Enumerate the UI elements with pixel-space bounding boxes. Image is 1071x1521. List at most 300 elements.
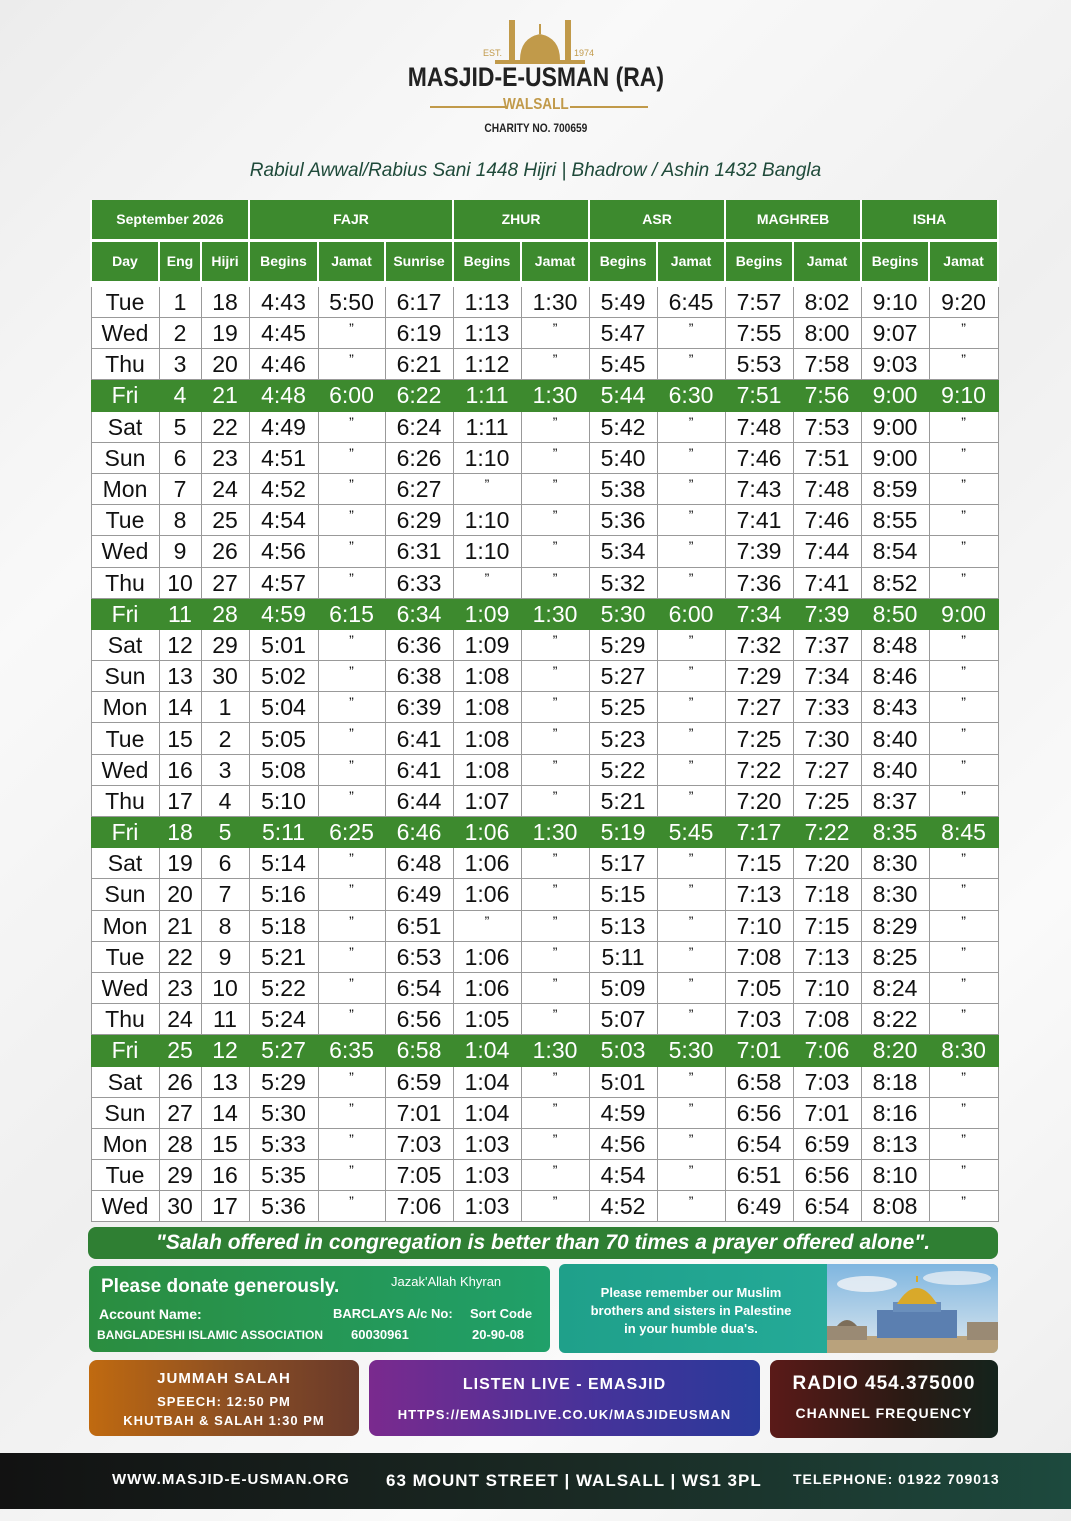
cell-fajr-j: ” <box>318 629 385 660</box>
cell-asr: 5:27 <box>589 661 657 692</box>
cell-mag-j: 7:03 <box>793 1066 861 1097</box>
palestine-line: in your humble dua's. <box>624 1321 758 1336</box>
cell-mag: 6:54 <box>725 1128 793 1159</box>
cell-zhur-j: ” <box>521 661 589 692</box>
cell-eng: 7 <box>159 473 201 504</box>
cell-asr-j: ” <box>657 1160 725 1191</box>
cell-eng: 27 <box>159 1097 201 1128</box>
cell-fajr: 5:01 <box>249 629 318 660</box>
cell-hijri: 30 <box>201 661 249 692</box>
cell-zhur-j: ” <box>521 1160 589 1191</box>
asr-header: ASR <box>589 200 725 240</box>
cell-zhur-j: ” <box>521 1066 589 1097</box>
cell-hijri: 6 <box>201 848 249 879</box>
table-row <box>91 754 998 785</box>
cell-fajr-j: 6:15 <box>318 598 385 629</box>
cell-mag-j: 7:15 <box>793 910 861 941</box>
cell-fajr-j: ” <box>318 972 385 1003</box>
cell-mag: 7:08 <box>725 941 793 972</box>
cell-eng: 14 <box>159 692 201 723</box>
cell-zhur-j: 1:30 <box>521 380 589 411</box>
cell-mag-j: 7:53 <box>793 411 861 442</box>
cell-zhur-j: ” <box>521 1097 589 1128</box>
cell-asr: 5:25 <box>589 692 657 723</box>
table-row <box>91 442 998 473</box>
cell-fajr: 4:57 <box>249 567 318 598</box>
cell-zhur: 1:04 <box>453 1097 521 1128</box>
cell-sunrise: 6:17 <box>385 284 453 318</box>
telephone: TELEPHONE: 01922 709013 <box>793 1471 1000 1487</box>
sort-code-label: Sort Code <box>470 1306 533 1321</box>
cell-eng: 8 <box>159 505 201 536</box>
cell-isha: 9:10 <box>861 284 929 318</box>
cell-zhur: 1:07 <box>453 785 521 816</box>
cell-zhur: ” <box>453 910 521 941</box>
cell-day: Sun <box>91 442 159 473</box>
cell-zhur: ” <box>453 473 521 504</box>
cell-asr-j: ” <box>657 1097 725 1128</box>
cell-asr-j: ” <box>657 941 725 972</box>
cell-day: Wed <box>91 318 159 349</box>
cell-asr: 5:11 <box>589 941 657 972</box>
listen-live-title: LISTEN LIVE - EMASJID <box>462 1376 667 1393</box>
cell-isha-j: ” <box>929 785 998 816</box>
cell-fajr: 4:51 <box>249 442 318 473</box>
cell-fajr-j: ” <box>318 661 385 692</box>
cell-isha: 8:29 <box>861 910 929 941</box>
cell-asr: 5:49 <box>589 284 657 318</box>
palestine-line: brothers and sisters in Palestine <box>590 1303 792 1318</box>
cell-day: Wed <box>91 1191 159 1222</box>
cell-fajr-j: ” <box>318 1160 385 1191</box>
cell-fajr: 5:22 <box>249 972 318 1003</box>
table-row <box>91 1066 998 1097</box>
cell-isha-j: ” <box>929 505 998 536</box>
cell-isha: 8:40 <box>861 754 929 785</box>
cell-fajr: 4:54 <box>249 505 318 536</box>
cell-mag: 7:17 <box>725 817 793 848</box>
cell-isha-j: ” <box>929 629 998 660</box>
cell-mag-j: 7:01 <box>793 1097 861 1128</box>
cell-zhur: 1:08 <box>453 692 521 723</box>
cell-fajr: 5:10 <box>249 785 318 816</box>
cell-asr-j: ” <box>657 1191 725 1222</box>
column-header: Hijri <box>201 240 249 284</box>
cell-sunrise: 6:33 <box>385 567 453 598</box>
cell-asr-j: ” <box>657 848 725 879</box>
cell-hijri: 27 <box>201 567 249 598</box>
cell-mag-j: 7:46 <box>793 505 861 536</box>
cell-zhur-j: ” <box>521 349 589 380</box>
cell-mag: 7:10 <box>725 910 793 941</box>
cell-mag-j: 8:02 <box>793 284 861 318</box>
cell-fajr-j: ” <box>318 941 385 972</box>
cell-hijri: 13 <box>201 1066 249 1097</box>
cell-asr: 5:40 <box>589 442 657 473</box>
cell-asr: 4:54 <box>589 1160 657 1191</box>
cell-asr-j: ” <box>657 1004 725 1035</box>
cell-isha-j: ” <box>929 661 998 692</box>
cell-hijri: 7 <box>201 879 249 910</box>
cell-fajr-j: ” <box>318 411 385 442</box>
cell-asr: 5:13 <box>589 910 657 941</box>
cell-mag: 6:56 <box>725 1097 793 1128</box>
table-row <box>91 349 998 380</box>
table-row <box>91 567 998 598</box>
cell-asr-j: 6:45 <box>657 284 725 318</box>
cell-mag: 7:20 <box>725 785 793 816</box>
cell-fajr: 5:33 <box>249 1128 318 1159</box>
cell-sunrise: 6:36 <box>385 629 453 660</box>
cell-eng: 19 <box>159 848 201 879</box>
cell-sunrise: 6:46 <box>385 817 453 848</box>
cell-sunrise: 6:41 <box>385 723 453 754</box>
cell-asr: 5:45 <box>589 349 657 380</box>
cell-sunrise: 6:31 <box>385 536 453 567</box>
cell-isha: 9:00 <box>861 442 929 473</box>
cell-zhur-j: ” <box>521 505 589 536</box>
cell-eng: 13 <box>159 661 201 692</box>
cell-fajr: 5:11 <box>249 817 318 848</box>
cell-eng: 9 <box>159 536 201 567</box>
cell-asr-j: ” <box>657 972 725 1003</box>
cell-eng: 2 <box>159 318 201 349</box>
column-header: Begins <box>589 240 657 284</box>
cell-zhur: 1:06 <box>453 848 521 879</box>
cell-sunrise: 6:56 <box>385 1004 453 1035</box>
cell-day: Wed <box>91 536 159 567</box>
cell-sunrise: 6:27 <box>385 473 453 504</box>
column-header: Day <box>91 240 159 284</box>
cell-hijri: 25 <box>201 505 249 536</box>
cell-fajr-j: ” <box>318 754 385 785</box>
listen-live-panel[interactable] <box>369 1360 760 1436</box>
cell-fajr-j: 6:35 <box>318 1035 385 1066</box>
cell-fajr-j: ” <box>318 442 385 473</box>
cell-mag-j: 6:54 <box>793 1191 861 1222</box>
cell-mag: 7:05 <box>725 972 793 1003</box>
cell-hijri: 5 <box>201 817 249 848</box>
cell-eng: 11 <box>159 598 201 629</box>
cell-isha: 8:20 <box>861 1035 929 1066</box>
cell-zhur: 1:06 <box>453 817 521 848</box>
donate-thanks: Jazak'Allah Khyran <box>391 1274 502 1289</box>
cell-fajr-j: ” <box>318 848 385 879</box>
cell-zhur-j: ” <box>521 1004 589 1035</box>
cell-isha-j: 8:45 <box>929 817 998 848</box>
cell-mag: 6:58 <box>725 1066 793 1097</box>
cell-sunrise: 6:54 <box>385 972 453 1003</box>
jummah-khutbah: KHUTBAH & SALAH 1:30 PM <box>123 1413 325 1428</box>
cell-fajr: 5:14 <box>249 848 318 879</box>
cell-asr-j: ” <box>657 629 725 660</box>
cell-eng: 21 <box>159 910 201 941</box>
cell-zhur-j: ” <box>521 629 589 660</box>
table-row <box>91 879 998 910</box>
cell-fajr-j: ” <box>318 1066 385 1097</box>
cell-mag-j: 7:08 <box>793 1004 861 1035</box>
cell-hijri: 4 <box>201 785 249 816</box>
cell-sunrise: 6:53 <box>385 941 453 972</box>
cell-zhur-j: ” <box>521 1128 589 1159</box>
cell-isha: 8:13 <box>861 1128 929 1159</box>
cell-asr: 5:47 <box>589 318 657 349</box>
cell-asr: 4:56 <box>589 1128 657 1159</box>
cell-isha-j: ” <box>929 1128 998 1159</box>
cell-fajr-j: ” <box>318 879 385 910</box>
cell-zhur-j: ” <box>521 473 589 504</box>
bank-label: BARCLAYS A/c No: <box>333 1306 453 1321</box>
cell-eng: 23 <box>159 972 201 1003</box>
cell-asr: 5:23 <box>589 723 657 754</box>
cell-isha-j: 9:20 <box>929 284 998 318</box>
table-row <box>91 785 998 816</box>
cell-day: Wed <box>91 754 159 785</box>
palestine-line: Please remember our Muslim <box>600 1285 782 1300</box>
cell-hijri: 29 <box>201 629 249 660</box>
cell-day: Fri <box>91 598 159 629</box>
cell-fajr-j: ” <box>318 785 385 816</box>
cell-asr-j: ” <box>657 1066 725 1097</box>
cell-fajr-j: ” <box>318 473 385 504</box>
column-header: Begins <box>249 240 318 284</box>
cell-zhur: 1:10 <box>453 505 521 536</box>
cell-mag: 7:48 <box>725 411 793 442</box>
table-row <box>91 411 998 442</box>
cell-fajr-j: 6:25 <box>318 817 385 848</box>
cell-isha-j: ” <box>929 442 998 473</box>
cell-isha-j: 9:10 <box>929 380 998 411</box>
cell-mag-j: 7:22 <box>793 817 861 848</box>
cell-zhur: 1:12 <box>453 349 521 380</box>
cell-asr-j: ” <box>657 754 725 785</box>
cell-zhur: 1:06 <box>453 879 521 910</box>
cell-fajr: 4:56 <box>249 536 318 567</box>
zhur-header: ZHUR <box>453 200 589 240</box>
cell-zhur-j: 1:30 <box>521 1035 589 1066</box>
cell-day: Wed <box>91 972 159 1003</box>
cell-isha: 8:18 <box>861 1066 929 1097</box>
cell-mag: 7:25 <box>725 723 793 754</box>
cell-asr: 5:09 <box>589 972 657 1003</box>
cell-sunrise: 6:51 <box>385 910 453 941</box>
cell-zhur: 1:08 <box>453 723 521 754</box>
cell-mag: 6:51 <box>725 1160 793 1191</box>
website-link[interactable]: WWW.MASJID-E-USMAN.ORG <box>112 1471 350 1488</box>
cell-day: Fri <box>91 817 159 848</box>
cell-fajr: 5:21 <box>249 941 318 972</box>
column-header: Jamat <box>929 240 998 284</box>
account-name-label: Account Name: <box>99 1306 202 1322</box>
cell-hijri: 9 <box>201 941 249 972</box>
cell-hijri: 2 <box>201 723 249 754</box>
cell-mag-j: 7:39 <box>793 598 861 629</box>
cell-hijri: 16 <box>201 1160 249 1191</box>
cell-mag-j: 7:37 <box>793 629 861 660</box>
cell-zhur: 1:06 <box>453 941 521 972</box>
cell-fajr: 4:45 <box>249 318 318 349</box>
cell-day: Sun <box>91 661 159 692</box>
table-row <box>91 1004 998 1035</box>
cell-eng: 5 <box>159 411 201 442</box>
table-row <box>91 629 998 660</box>
jummah-speech: SPEECH: 12:50 PM <box>157 1394 291 1409</box>
cell-fajr: 5:05 <box>249 723 318 754</box>
cell-isha: 8:08 <box>861 1191 929 1222</box>
cell-isha-j: ” <box>929 692 998 723</box>
table-row <box>91 817 998 848</box>
cell-sunrise: 6:38 <box>385 661 453 692</box>
prayer-timetable <box>90 200 999 1222</box>
cell-mag: 7:39 <box>725 536 793 567</box>
cell-sunrise: 6:39 <box>385 692 453 723</box>
cell-zhur-j: 1:30 <box>521 817 589 848</box>
cell-mag-j: 7:51 <box>793 442 861 473</box>
column-header: Jamat <box>793 240 861 284</box>
cell-zhur-j: ” <box>521 972 589 1003</box>
table-row <box>91 1035 998 1066</box>
cell-day: Sun <box>91 1097 159 1128</box>
cell-eng: 20 <box>159 879 201 910</box>
cell-asr-j: ” <box>657 505 725 536</box>
cell-zhur: 1:10 <box>453 442 521 473</box>
cell-hijri: 11 <box>201 1004 249 1035</box>
cell-hijri: 26 <box>201 536 249 567</box>
cell-asr-j: ” <box>657 692 725 723</box>
cell-asr: 5:03 <box>589 1035 657 1066</box>
table-row <box>91 473 998 504</box>
cell-fajr: 4:43 <box>249 284 318 318</box>
cell-mag: 7:46 <box>725 442 793 473</box>
established-year: 1974 <box>574 48 595 58</box>
cell-asr-j: 6:30 <box>657 380 725 411</box>
cell-zhur-j: 1:30 <box>521 284 589 318</box>
cell-mag: 7:32 <box>725 629 793 660</box>
cell-mag: 5:53 <box>725 349 793 380</box>
cell-asr: 5:17 <box>589 848 657 879</box>
cell-isha-j: ” <box>929 723 998 754</box>
isha-header: ISHA <box>861 200 998 240</box>
cell-hijri: 19 <box>201 318 249 349</box>
jummah-panel <box>89 1360 359 1436</box>
cell-mag: 7:15 <box>725 848 793 879</box>
cell-zhur: 1:13 <box>453 284 521 318</box>
cell-isha-j: ” <box>929 473 998 504</box>
cell-fajr: 5:30 <box>249 1097 318 1128</box>
dome-of-the-rock-image <box>827 1264 998 1353</box>
cell-day: Sat <box>91 848 159 879</box>
cell-sunrise: 6:29 <box>385 505 453 536</box>
listen-live-link[interactable]: HTTPS://EMASJIDLIVE.CO.UK/MASJIDEUSMAN <box>397 1407 732 1422</box>
column-header: Jamat <box>521 240 589 284</box>
cell-day: Sat <box>91 1066 159 1097</box>
cell-eng: 16 <box>159 754 201 785</box>
town-name: WALSALL <box>503 96 569 113</box>
cell-fajr-j: 6:00 <box>318 380 385 411</box>
cell-hijri: 17 <box>201 1191 249 1222</box>
cell-isha-j: ” <box>929 879 998 910</box>
cell-mag-j: 6:56 <box>793 1160 861 1191</box>
cell-mag-j: 8:00 <box>793 318 861 349</box>
cell-isha-j: ” <box>929 1097 998 1128</box>
cell-fajr: 5:29 <box>249 1066 318 1097</box>
cell-eng: 28 <box>159 1128 201 1159</box>
cell-mag: 7:41 <box>725 505 793 536</box>
cell-isha: 8:25 <box>861 941 929 972</box>
cell-asr-j: ” <box>657 661 725 692</box>
cell-zhur-j: ” <box>521 848 589 879</box>
cell-hijri: 15 <box>201 1128 249 1159</box>
table-row <box>91 1097 998 1128</box>
cell-isha-j: 8:30 <box>929 1035 998 1066</box>
cell-asr: 5:01 <box>589 1066 657 1097</box>
congregation-quote: "Salah offered in congregation is better than 70 times a prayer offered alone". <box>88 1227 998 1259</box>
cell-eng: 26 <box>159 1066 201 1097</box>
cell-hijri: 23 <box>201 442 249 473</box>
table-row <box>91 848 998 879</box>
table-row <box>91 505 998 536</box>
cell-fajr: 5:02 <box>249 661 318 692</box>
palestine-message <box>573 1284 809 1338</box>
cell-day: Thu <box>91 349 159 380</box>
table-row <box>91 723 998 754</box>
cell-sunrise: 6:44 <box>385 785 453 816</box>
cell-mag-j: 7:20 <box>793 848 861 879</box>
column-header: Begins <box>725 240 793 284</box>
cell-zhur: 1:06 <box>453 972 521 1003</box>
cell-isha: 9:03 <box>861 349 929 380</box>
column-header: Begins <box>453 240 521 284</box>
cell-isha: 8:24 <box>861 972 929 1003</box>
cell-isha-j: ” <box>929 411 998 442</box>
cell-isha: 9:00 <box>861 380 929 411</box>
cell-day: Sat <box>91 629 159 660</box>
cell-day: Mon <box>91 1128 159 1159</box>
cell-zhur-j: 1:30 <box>521 598 589 629</box>
cell-fajr-j: ” <box>318 1097 385 1128</box>
cell-fajr-j: ” <box>318 1191 385 1222</box>
donation-panel <box>89 1266 550 1352</box>
cell-mag-j: 7:25 <box>793 785 861 816</box>
cell-day: Tue <box>91 284 159 318</box>
cell-zhur-j: ” <box>521 723 589 754</box>
cell-asr: 5:32 <box>589 567 657 598</box>
cell-sunrise: 6:22 <box>385 380 453 411</box>
cell-mag-j: 7:34 <box>793 661 861 692</box>
cell-eng: 15 <box>159 723 201 754</box>
cell-fajr: 5:35 <box>249 1160 318 1191</box>
cell-mag: 7:01 <box>725 1035 793 1066</box>
column-header: Jamat <box>657 240 725 284</box>
cell-sunrise: 7:06 <box>385 1191 453 1222</box>
cell-mag: 7:43 <box>725 473 793 504</box>
cell-zhur: 1:09 <box>453 629 521 660</box>
column-header: Jamat <box>318 240 385 284</box>
cell-isha: 8:35 <box>861 817 929 848</box>
cell-fajr: 5:24 <box>249 1004 318 1035</box>
cell-zhur: ” <box>453 567 521 598</box>
table-row <box>91 536 998 567</box>
cell-hijri: 3 <box>201 754 249 785</box>
cell-day: Sun <box>91 879 159 910</box>
cell-mag: 7:51 <box>725 380 793 411</box>
cell-fajr: 5:08 <box>249 754 318 785</box>
cell-isha-j: ” <box>929 972 998 1003</box>
table-row <box>91 1160 998 1191</box>
maghreb-header: MAGHREB <box>725 200 861 240</box>
table-row <box>91 284 998 318</box>
cell-eng: 25 <box>159 1035 201 1066</box>
